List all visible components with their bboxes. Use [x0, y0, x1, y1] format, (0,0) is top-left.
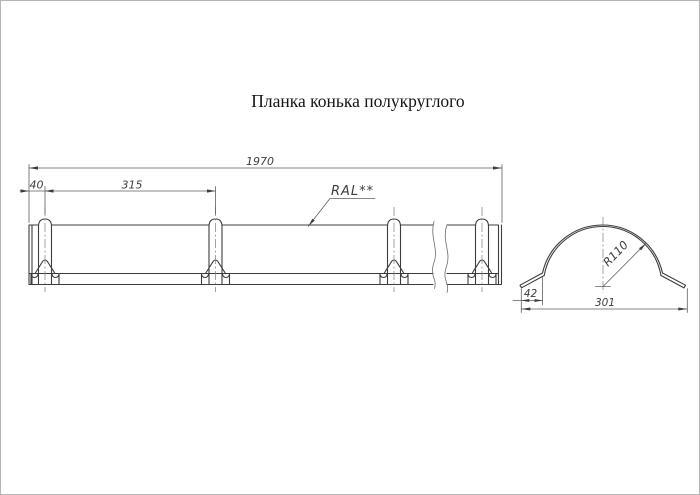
- dimension-overall-width: [521, 289, 687, 313]
- rib-center-lines: [45, 207, 482, 292]
- section-view: [513, 217, 687, 313]
- coating-label: RAL**: [331, 184, 375, 199]
- dim-text-edge-offset: 40: [29, 178, 44, 192]
- dimension-radius: [600, 238, 646, 287]
- dimension-flange-width: [513, 278, 543, 313]
- dim-text-rib-spacing: 315: [121, 178, 143, 192]
- dimension-edge-and-spacing: [20, 178, 216, 214]
- drawing-svg: [1, 1, 700, 495]
- dim-text-overall-width: 301: [594, 297, 616, 309]
- dim-text-total-length: 1970: [246, 154, 274, 168]
- profile-view: [20, 155, 502, 293]
- dim-text-radius: R110: [600, 237, 631, 270]
- profile-outline: [29, 225, 502, 285]
- dimension-total-length: [29, 155, 502, 223]
- dim-text-flange-width: 42: [523, 288, 538, 300]
- coating-callout: [308, 184, 375, 226]
- drawing-title: Планка конька полукруглого: [251, 91, 465, 111]
- break-lines: [432, 222, 448, 293]
